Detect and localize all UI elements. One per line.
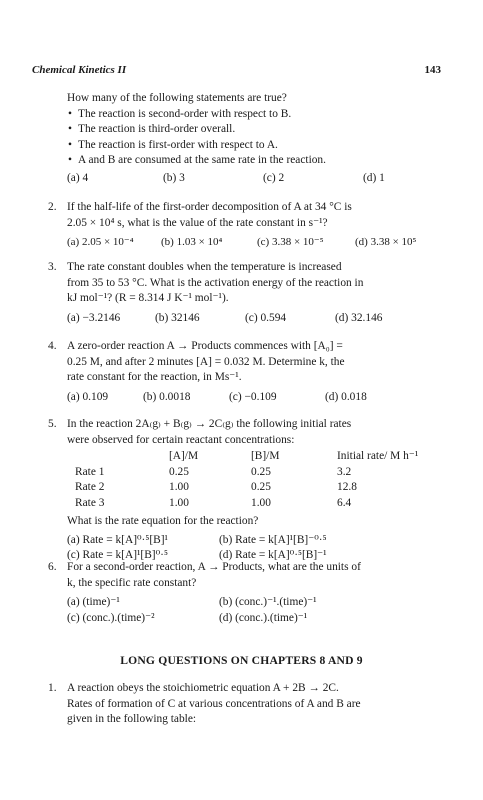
question-number: 2. [48, 201, 57, 213]
question-text: were observed for certain reactant concentrations: [67, 433, 295, 446]
question-5 [48, 417, 444, 564]
option-a: (a) 2.05 × 10⁻⁴ [67, 236, 134, 248]
option-d: (d) 3.38 × 10⁵ [355, 236, 417, 248]
table-header-cell: [B]/M [251, 450, 280, 462]
question-text: rate constant for the reaction, in Ms⁻¹. [67, 371, 242, 383]
option-d: (d) 32.146 [335, 311, 383, 324]
table-cell: 0.25 [169, 465, 189, 478]
table-cell: 3.2 [337, 465, 352, 478]
question-text: from 35 to 53 °C. What is the activation energy of the reaction in [67, 276, 364, 289]
table-row [75, 465, 418, 481]
table-cell: Rate 3 [75, 496, 105, 509]
question-text: given in the following table: [67, 713, 197, 725]
option-d: (d) Rate = k[A]⁰·⁵[B]⁻¹ [219, 549, 327, 561]
option-a: (a) −3.2146 [67, 311, 121, 324]
question-6-options-row-2 [67, 611, 444, 627]
page-number: 143 [424, 64, 441, 76]
statement-1: • The reaction is second-order with respect to B. [67, 107, 444, 123]
option-c: (c) 0.594 [245, 311, 287, 324]
question-text: Rates of formation of C at various concentrations of A and B are [67, 697, 361, 710]
option-c: (c) −0.109 [229, 390, 277, 403]
question-text: A zero-order reaction A → Products commences with [A₀] = [67, 340, 343, 352]
question-4 [48, 339, 444, 405]
table-header-cell: Initial rate/ M h⁻¹ [337, 450, 419, 462]
question-number: 4. [48, 340, 57, 352]
section-heading: LONG QUESTIONS ON CHAPTERS 8 AND 9 [120, 654, 363, 667]
question-text: 0.25 M, and after 2 minutes [A] = 0.032 M. Determine k, the [67, 355, 345, 368]
question-4-options [67, 390, 444, 406]
option-c: (c) 2 [263, 171, 285, 184]
question-6 [48, 560, 444, 626]
table-row [75, 496, 418, 512]
option-b: (b) (conc.)⁻¹.(time)⁻¹ [219, 596, 317, 608]
question-number: 1. [48, 682, 57, 694]
question-1 [48, 91, 444, 186]
question-text: In the reaction 2A₍g₎ + B₍g₎ → 2C₍g₎ the following initial rates [67, 418, 352, 430]
table-cell: Rate 1 [75, 465, 105, 478]
statement-3: • The reaction is first-order with respect to A. [67, 138, 444, 154]
table-cell: 6.4 [337, 496, 352, 509]
initial-rates-table [75, 449, 418, 511]
question-1-options [67, 171, 444, 187]
option-b: (b) 0.0018 [143, 390, 191, 403]
question-text: 2.05 × 10⁴ s, what is the value of the rate constant in s⁻¹? [67, 216, 328, 229]
table-header-cell: [A]/M [169, 450, 199, 462]
table-header-row [75, 449, 418, 465]
option-b: (b) 3 [163, 171, 185, 184]
table-cell: 1.00 [169, 496, 189, 509]
option-a: (a) 4 [67, 171, 89, 184]
question-5-options-row-1 [67, 533, 444, 549]
option-a: (a) (time)⁻¹ [67, 596, 120, 608]
table-cell: 0.25 [251, 465, 271, 478]
table-row [75, 480, 418, 496]
option-b: (b) Rate = k[A]¹[B]⁻⁰·⁵ [219, 533, 327, 546]
option-b: (b) 1.03 × 10⁴ [161, 236, 223, 248]
question-number: 6. [48, 561, 57, 573]
question-text: What is the rate equation for the reaction? [67, 515, 259, 527]
question-3 [48, 260, 444, 326]
chapter-title: Chemical Kinetics II [32, 64, 127, 76]
option-a: (a) Rate = k[A]⁰·⁵[B]¹ [67, 533, 168, 546]
question-2-options [67, 235, 444, 251]
option-c: (c) 3.38 × 10⁻⁵ [257, 236, 324, 248]
long-question-1 [48, 681, 444, 728]
question-2 [48, 200, 444, 251]
option-c: (c) Rate = k[A]¹[B]⁰·⁵ [67, 549, 168, 561]
table-header-cell [75, 449, 169, 465]
question-text: For a second-order reaction, A → Products, what are the units of [67, 561, 361, 573]
question-3-options [67, 311, 444, 327]
question-text: A reaction obeys the stoichiometric equation A + 2B → 2C. [67, 682, 339, 694]
table-cell: 0.25 [251, 481, 271, 493]
question-text: If the half-life of the first-order decomposition of A at 34 °C is [67, 201, 352, 213]
table-cell: Rate 2 [75, 481, 105, 493]
question-number: 3. [48, 261, 57, 273]
table-cell: 12.8 [337, 481, 357, 493]
question-text: k, the specific rate constant? [67, 576, 197, 589]
question-text: kJ mol⁻¹? (R = 8.314 J K⁻¹ mol⁻¹). [67, 292, 229, 304]
statement-4: • A and B are consumed at the same rate in the reaction. [67, 153, 444, 169]
statement-2: • The reaction is third-order overall. [67, 122, 444, 138]
running-head [32, 63, 441, 79]
option-b: (b) 32146 [155, 311, 200, 324]
option-d: (d) (conc.).(time)⁻¹ [219, 611, 308, 624]
option-d: (d) 1 [363, 171, 385, 184]
question-6-options-row-1 [67, 595, 444, 611]
question-1-stem: How many of the following statements are true? [67, 92, 287, 104]
option-c: (c) (conc.).(time)⁻² [67, 611, 155, 624]
option-a: (a) 0.109 [67, 390, 109, 403]
question-text: The rate constant doubles when the temperature is increased [67, 261, 342, 273]
table-cell: 1.00 [169, 481, 189, 493]
table-cell: 1.00 [251, 496, 271, 509]
option-d: (d) 0.018 [325, 390, 367, 403]
question-number: 5. [48, 418, 57, 430]
